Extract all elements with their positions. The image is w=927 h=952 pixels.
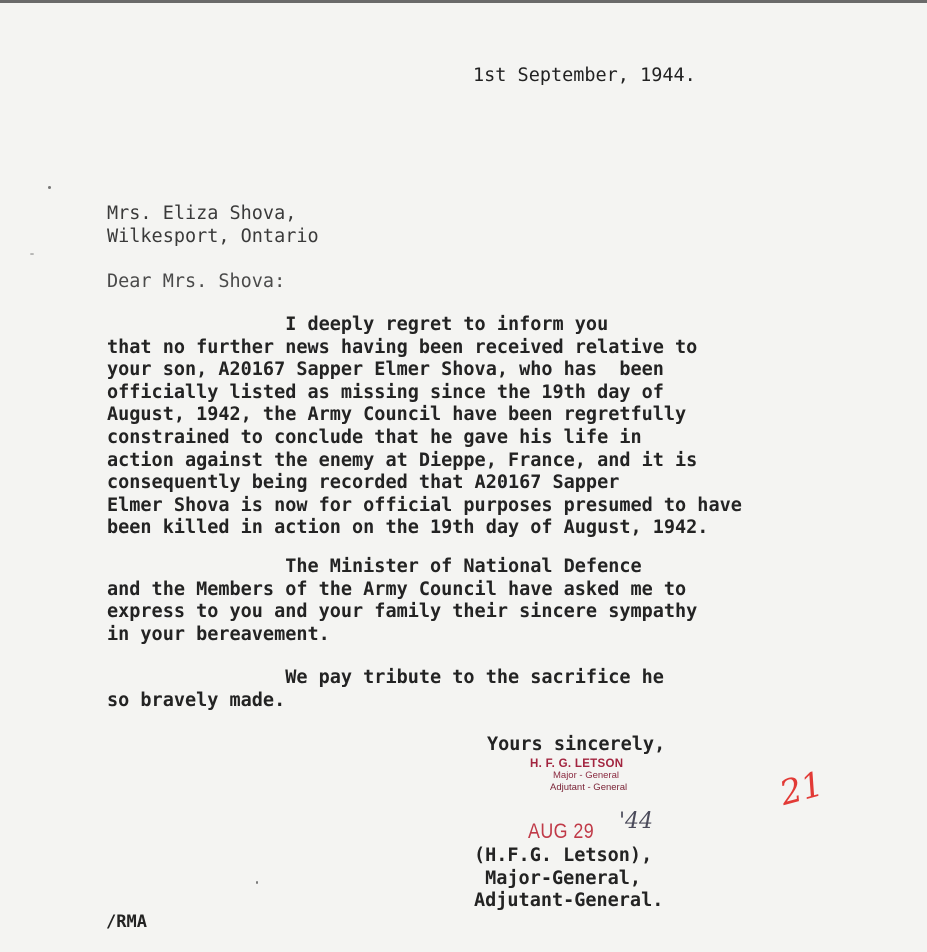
signature-block <box>474 845 663 913</box>
reference-initials: /RMA <box>106 912 147 932</box>
signature-stamp <box>518 758 627 794</box>
body-paragraph-1: I deeply regret to inform you that no further news having been received relative to your son, A20167 Sapper Elmer Shova, who has been officially listed as missing since the 19th day of August, 1942, the Army Council have been regretfully constrained to conclude that he gave his life in action against the enemy at Dieppe, France, and it is consequently being recorded that A20167 Sapper Elmer Shova is now for official purposes presumed to have been killed in action on the 19th day of August, 1942. <box>107 314 742 539</box>
signatory-rank: Major-General, <box>474 867 642 889</box>
margin-number-mark: 21 <box>775 764 828 814</box>
signatory-name: (H.F.G. Letson), <box>474 845 653 866</box>
signatory-office: Adjutant-General. <box>474 890 664 912</box>
body-paragraph-3: We pay tribute to the sacrifice he so bravely made. <box>107 667 664 711</box>
date-stamp: AUG 29 <box>528 820 595 843</box>
paper-speck <box>256 881 258 884</box>
letter-date: 1st September, 1944. <box>473 65 696 86</box>
paper-speck <box>30 253 34 255</box>
recipient-name: Mrs. Eliza Shova, <box>107 203 297 224</box>
stamp-title: Major - General <box>553 770 619 781</box>
body-paragraph-2: The Minister of National Defence and the Members of the Army Council have asked me to express to you and your family their sincere sympathy in your bereavement. <box>107 556 698 645</box>
stamp-subtitle: Adjutant - General <box>550 782 628 793</box>
recipient-address <box>107 203 319 248</box>
salutation: Dear Mrs. Shova: <box>107 271 286 292</box>
paper-speck <box>48 186 51 189</box>
stamp-name: H. F. G. LETSON <box>530 758 624 770</box>
closing: Yours sincerely, <box>487 734 666 755</box>
handwritten-year: '44 <box>619 809 654 834</box>
recipient-town: Wilkesport, Ontario <box>107 225 319 247</box>
